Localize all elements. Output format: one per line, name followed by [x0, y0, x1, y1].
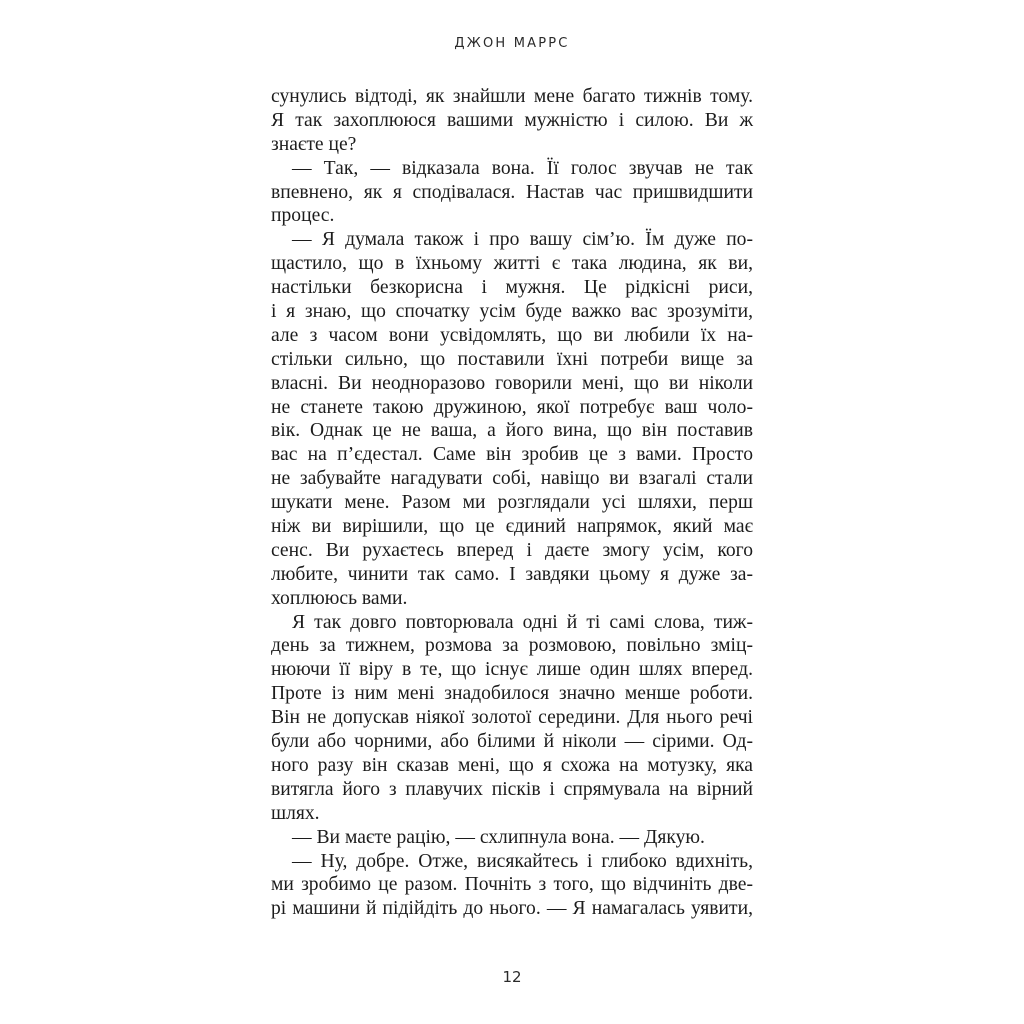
body-text: [271, 85, 753, 921]
text-line: але з часом вони усвідомлять, що ви любили їх на-: [271, 324, 753, 346]
text-line: шлях.: [271, 802, 320, 824]
text-line: день за тижнем, розмова за розмовою, повільно зміц-: [271, 635, 753, 657]
running-head-author: ДЖОН МАРРС: [454, 36, 570, 51]
text-line: — Я думала також і про вашу сім’ю. Їм дуже по-: [292, 229, 753, 251]
text-line: хоплююсь вами.: [271, 587, 408, 609]
text-line: не забувайте нагадувати собі, навіщо ви взагалі стали: [271, 468, 753, 490]
text-line: впевнено, як я сподівалася. Настав час пришвидшити: [271, 181, 753, 203]
text-line: не станете такою дружиною, якої потребує ваш чоло-: [271, 396, 753, 418]
text-line: — Так, — відказала вона. Її голос звучав не так: [292, 157, 753, 179]
text-line: — Ви маєте рацію, — схлипнула вона. — Дякую.: [292, 826, 705, 848]
text-line: шукати мене. Разом ми розглядали усі шляхи, перш: [271, 492, 753, 514]
text-line: і я знаю, що спочатку усім буде важко вас зрозуміти,: [271, 301, 753, 323]
text-line: Проте із ним мені знадобилося значно менше роботи.: [271, 683, 753, 705]
text-line: рі машини й підійдіть до нього. — Я намагалась уявити,: [271, 898, 753, 920]
text-line: любите, чинити так само. І завдяки цьому я дуже за-: [271, 563, 753, 585]
text-line: були або чорними, або білими й ніколи — сірими. Од-: [271, 731, 753, 753]
text-line: щастило, що в їхньому житті є така людина, як ви,: [271, 253, 753, 275]
text-line: Я так довго повторювала одні й ті самі слова, тиж-: [292, 611, 753, 633]
text-line: ніж ви вирішили, що це єдиний напрямок, який має: [271, 516, 753, 538]
text-line: вас на п’єдестал. Саме він зробив це з вами. Просто: [271, 444, 753, 466]
text-line: нюючи її віру в те, що існує лише один шлях вперед.: [271, 659, 753, 681]
text-line: стільки сильно, що поставили їхні потреби вище за: [271, 348, 753, 370]
text-line: власні. Ви неодноразово говорили мені, що ви ніколи: [271, 372, 753, 394]
text-line: настільки безкорисна і мужня. Це рідкісні риси,: [271, 277, 753, 299]
text-line: сенс. Ви рухаєтесь вперед і даєте змогу усім, кого: [271, 539, 753, 561]
text-line: Я так захоплююся вашими мужністю і силою. Ви ж: [271, 109, 753, 131]
text-line: знаєте це?: [271, 133, 357, 155]
text-line: сунулись відтоді, як знайшли мене багато тижнів тому.: [271, 86, 753, 107]
text-line: ми зробимо це разом. Почніть з того, що відчиніть две-: [271, 874, 753, 896]
text-line: процес.: [271, 205, 335, 227]
text-line: ного разу він сказав мені, що я схожа на мотузку, яка: [271, 754, 753, 776]
text-line: вік. Однак це не ваша, а його вина, що він поставив: [271, 420, 753, 442]
text-line: Він не допускав ніякої золотої середини. Для нього речі: [271, 707, 753, 729]
text-line: витягла його з плавучих пісків і спрямувала на вірний: [271, 778, 753, 800]
text-line: — Ну, добре. Отже, висякайтесь і глибоко вдихніть,: [292, 850, 753, 872]
page-number: 12: [502, 968, 522, 986]
